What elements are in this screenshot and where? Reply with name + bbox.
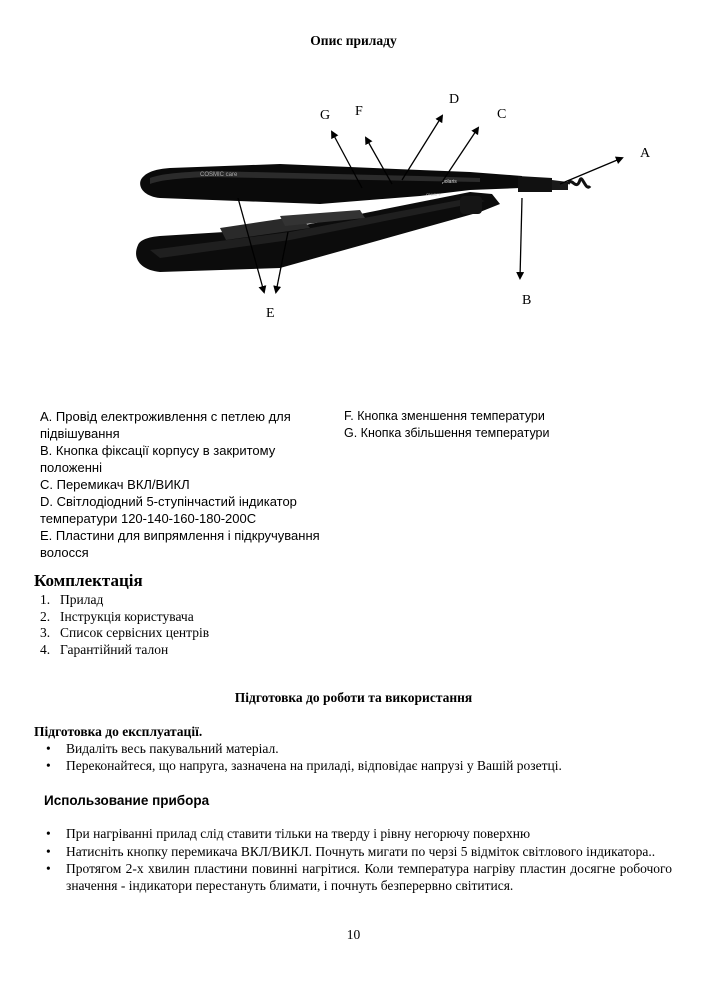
arrow-b xyxy=(520,198,522,278)
list-item: 4. Гарантійний талон xyxy=(40,641,169,657)
part-g: G. Кнопка збільшення температури xyxy=(344,426,550,440)
list-item: • Натисніть кнопку перемикача ВКЛ/ВИКЛ. Почнуть мигати по черзі 5 відміток світлового індикатора.. xyxy=(46,843,656,859)
svg-text:polaris: polaris xyxy=(442,179,457,185)
parts-list-left xyxy=(40,408,325,561)
list-item: • Протягом 2-х хвилин пластини повинні нагрітися. Коли температура нагріву пластин досягне робочого значення - індикатори перестануть блимати, і почнуть безперервно світитися. xyxy=(46,861,672,893)
list-item: • Переконайтеся, що напруга, зазначена на приладі, відповідає напрузі у Вашій розетці. xyxy=(46,757,562,773)
svg-text:ON/OFF: ON/OFF xyxy=(426,192,442,197)
prep-heading: Підготовка до експлуатації. xyxy=(34,724,203,739)
parts-list-right xyxy=(344,408,664,442)
kit-heading: Комплектація xyxy=(34,571,143,590)
label-c: C xyxy=(497,107,507,122)
kit-list xyxy=(40,592,209,658)
list-item: 3. Список сервісних центрів xyxy=(40,625,210,640)
page-number: 10 xyxy=(346,927,361,942)
page-title: Опис приладу xyxy=(310,33,397,48)
usage-heading: Использование прибора xyxy=(44,793,210,808)
device-diagram xyxy=(120,80,680,330)
part-b: B. Кнопка фіксації корпусу в закритому положенні xyxy=(40,443,276,475)
part-f: F. Кнопка зменшення температури xyxy=(344,409,545,423)
label-e: E xyxy=(266,306,275,321)
part-a: A. Провід електроживлення с петлею для підвішування xyxy=(40,409,291,441)
label-b: B xyxy=(522,293,532,308)
part-d: D. Світлодіодний 5-ступінчастий індикатор температури 120-140-160-180-200С xyxy=(40,494,297,526)
svg-text:COSMIC care: COSMIC care xyxy=(200,172,238,178)
list-item: 2. Інструкція користувача xyxy=(40,608,194,624)
label-g: G xyxy=(320,108,331,123)
part-e: E. Пластини для випрямлення і підкручування волосся xyxy=(40,528,320,560)
section-title: Підготовка до роботи та використання xyxy=(234,690,473,705)
label-a: A xyxy=(640,146,651,161)
prep-list xyxy=(40,741,670,774)
label-f: F xyxy=(355,104,363,119)
part-c: C. Перемикач ВКЛ/ВИКЛ xyxy=(40,477,190,492)
arrow-a xyxy=(560,158,622,184)
usage-list xyxy=(40,826,672,895)
list-item: 1. Прилад xyxy=(40,592,104,607)
label-d: D xyxy=(449,92,460,107)
list-item: • При нагріванні прилад слід ставити тільки на тверду і рівну негорючу поверхню xyxy=(46,826,531,841)
list-item: • Видаліть весь пакувальний матеріал. xyxy=(46,741,279,756)
